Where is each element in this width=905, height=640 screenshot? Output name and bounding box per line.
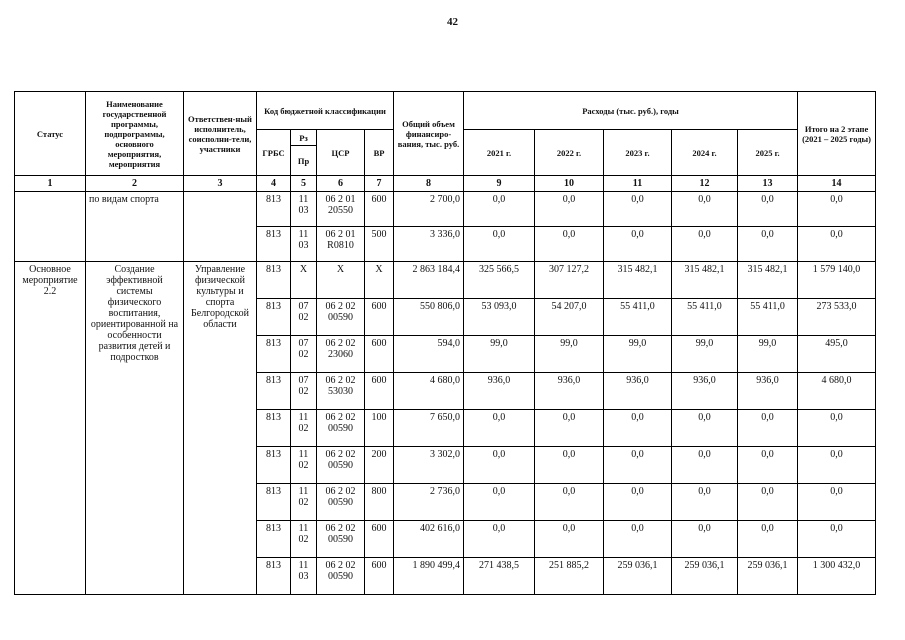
itogo-cell: 0,0 [798,521,876,558]
pr-value: 02 [298,386,309,397]
header-name: Наименование государственной программы, подпрограммы, основного мероприятия, мероприятия [86,92,184,176]
pr-value: 02 [298,497,309,508]
rz-value: 11 [298,449,309,460]
csr-value-2: 20550 [328,205,353,216]
year-value-cell: 259 036,1 [738,558,798,595]
csr-cell [317,484,365,521]
year-value-cell: 53 093,0 [464,299,535,336]
csr-cell [317,521,365,558]
total-cell: 2 736,0 [394,484,464,521]
grbs-cell: 813 [257,373,291,410]
col-number: 8 [394,176,464,192]
col-number: 1 [15,176,86,192]
pr-value: 02 [298,312,309,323]
total-cell: 402 616,0 [394,521,464,558]
year-value-cell: 0,0 [464,192,535,227]
year-value-cell: 0,0 [672,521,738,558]
year-value-cell: 0,0 [672,192,738,227]
year-value-cell: 99,0 [672,336,738,373]
status-cell: Основное мероприятие 2.2 [15,262,86,595]
year-value-cell: 0,0 [464,227,535,262]
csr-value: 06 2 02 [325,486,356,497]
year-value-cell: 259 036,1 [672,558,738,595]
header-csr: ЦСР [317,130,365,176]
year-value-cell: 99,0 [535,336,604,373]
year-value-cell: 0,0 [604,447,672,484]
csr-cell [317,447,365,484]
itogo-cell: 0,0 [798,192,876,227]
rz-value: 07 [298,375,309,386]
rz-value: 11 [298,412,309,423]
vr-cell: 800 [365,484,394,521]
col-number: 6 [317,176,365,192]
year-value-cell: 271 438,5 [464,558,535,595]
header-grbs: ГРБС [257,130,291,176]
year-value-cell: 0,0 [738,227,798,262]
rz-pr-cell [291,410,317,447]
csr-value: 06 2 02 [325,449,356,460]
rz-value: 11 [298,486,309,497]
year-value-cell: 936,0 [535,373,604,410]
year-value-cell: 0,0 [535,447,604,484]
header-itogo: Итого на 2 этапе (2021 – 2025 годы) [798,92,876,176]
year-value-cell: 0,0 [535,484,604,521]
csr-value: 06 2 01 [325,229,356,240]
itogo-cell: 1 579 140,0 [798,262,876,299]
vr-cell: 500 [365,227,394,262]
itogo-cell: 495,0 [798,336,876,373]
status-cell [15,192,86,262]
year-value-cell: 0,0 [604,410,672,447]
year-value-cell: 0,0 [738,192,798,227]
rz-value: 11 [298,523,309,534]
grbs-cell: 813 [257,558,291,595]
header-responsible: Ответствен-ный исполнитель, соисполни-тели, участники [184,92,257,176]
rz-value: 11 [298,560,309,571]
header-vr: ВР [365,130,394,176]
rz-pr-cell [291,521,317,558]
csr-value: X [336,264,345,275]
rz-pr-cell [291,336,317,373]
year-value-cell: 0,0 [535,227,604,262]
column-number-row [15,176,876,192]
grbs-cell: 813 [257,447,291,484]
year-value-cell: 0,0 [672,227,738,262]
total-cell: 2 700,0 [394,192,464,227]
year-value-cell: 55 411,0 [672,299,738,336]
rz-pr-cell [291,262,317,299]
itogo-cell: 0,0 [798,447,876,484]
year-value-cell: 0,0 [738,484,798,521]
col-number: 13 [738,176,798,192]
year-value-cell: 0,0 [464,410,535,447]
year-value-cell: 259 036,1 [604,558,672,595]
year-value-cell: 0,0 [604,192,672,227]
name-cell: Создание эффективной системы физического воспитания, ориентированной на особенности развития детей и подростков [86,262,184,595]
vr-cell: 600 [365,336,394,373]
table-row [15,262,876,299]
grbs-cell: 813 [257,484,291,521]
year-value-cell: 0,0 [535,410,604,447]
itogo-cell: 0,0 [798,484,876,521]
year-value-cell: 936,0 [672,373,738,410]
csr-cell [317,558,365,595]
csr-value-2: 00590 [328,312,353,323]
year-value-cell: 0,0 [738,410,798,447]
table-row [15,192,876,227]
year-value-cell: 0,0 [464,484,535,521]
header-pr: Пр [291,146,317,176]
year-value-cell: 0,0 [738,521,798,558]
year-value-cell: 54 207,0 [535,299,604,336]
csr-cell [317,192,365,227]
rz-pr-cell [291,373,317,410]
year-value-cell: 0,0 [672,484,738,521]
year-value-cell: 0,0 [604,227,672,262]
year-value-cell: 251 885,2 [535,558,604,595]
rz-value: X [299,264,308,275]
total-cell: 2 863 184,4 [394,262,464,299]
rz-pr-cell [291,299,317,336]
csr-cell [317,227,365,262]
grbs-cell: 813 [257,262,291,299]
itogo-cell: 273 533,0 [798,299,876,336]
col-number: 9 [464,176,535,192]
grbs-cell: 813 [257,336,291,373]
csr-value: 06 2 02 [325,338,356,349]
total-cell: 4 680,0 [394,373,464,410]
total-cell: 3 336,0 [394,227,464,262]
csr-value-2: 53030 [328,386,353,397]
total-cell: 594,0 [394,336,464,373]
year-value-cell: 315 482,1 [738,262,798,299]
budget-table [14,91,876,595]
responsible-cell [184,192,257,262]
csr-value: 06 2 02 [325,301,356,312]
csr-cell [317,336,365,373]
header-status: Статус [15,92,86,176]
header-year: 2024 г. [672,130,738,176]
csr-cell [317,373,365,410]
year-value-cell: 0,0 [535,192,604,227]
pr-value: 02 [298,534,309,545]
pr-value: 03 [298,240,309,251]
rz-value: 11 [298,194,309,205]
year-value-cell: 325 566,5 [464,262,535,299]
year-value-cell: 936,0 [604,373,672,410]
pr-value: 02 [298,349,309,360]
vr-cell: 200 [365,447,394,484]
header-rz: Рз [291,130,317,146]
rz-pr-cell [291,447,317,484]
csr-value: 06 2 02 [325,560,356,571]
year-value-cell: 0,0 [672,410,738,447]
vr-cell: 600 [365,299,394,336]
vr-cell: X [365,262,394,299]
csr-value-2: 00590 [328,497,353,508]
col-number: 7 [365,176,394,192]
vr-cell: 600 [365,373,394,410]
rz-value: 07 [298,301,309,312]
total-cell: 7 650,0 [394,410,464,447]
year-value-cell: 0,0 [672,447,738,484]
header-year: 2023 г. [604,130,672,176]
grbs-cell: 813 [257,521,291,558]
page-number: 42 [447,16,458,28]
year-value-cell: 0,0 [464,447,535,484]
year-value-cell: 55 411,0 [738,299,798,336]
header-year: 2022 г. [535,130,604,176]
year-value-cell: 99,0 [738,336,798,373]
name-cell: по видам спорта [86,192,184,262]
year-value-cell: 0,0 [604,484,672,521]
csr-value: 06 2 02 [325,375,356,386]
rz-pr-cell [291,192,317,227]
total-cell: 550 806,0 [394,299,464,336]
rz-pr-cell [291,558,317,595]
year-value-cell: 55 411,0 [604,299,672,336]
vr-cell: 600 [365,558,394,595]
csr-value-2: 00590 [328,534,353,545]
year-value-cell: 0,0 [464,521,535,558]
grbs-cell: 813 [257,227,291,262]
rz-pr-cell [291,227,317,262]
csr-value-2: R0810 [327,240,354,251]
header-expenses: Расходы (тыс. руб.), годы [464,92,798,130]
csr-value: 06 2 01 [325,194,356,205]
csr-value-2: 00590 [328,571,353,582]
year-value-cell: 0,0 [535,521,604,558]
rz-pr-cell [291,484,317,521]
itogo-cell: 0,0 [798,410,876,447]
year-value-cell: 307 127,2 [535,262,604,299]
csr-value-2: 23060 [328,349,353,360]
csr-value-2: 00590 [328,423,353,434]
csr-value: 06 2 02 [325,523,356,534]
vr-cell: 600 [365,192,394,227]
csr-cell [317,299,365,336]
total-cell: 3 302,0 [394,447,464,484]
pr-value: 02 [298,423,309,434]
pr-value: 03 [298,205,309,216]
col-number: 4 [257,176,291,192]
col-number: 12 [672,176,738,192]
vr-cell: 600 [365,521,394,558]
vr-cell: 100 [365,410,394,447]
rz-value: 11 [298,229,309,240]
itogo-cell: 0,0 [798,227,876,262]
responsible-cell: Управление физической культуры и спорта Белгородской области [184,262,257,595]
itogo-cell: 4 680,0 [798,373,876,410]
total-cell: 1 890 499,4 [394,558,464,595]
grbs-cell: 813 [257,410,291,447]
col-number: 10 [535,176,604,192]
pr-value: 02 [298,460,309,471]
csr-cell [317,262,365,299]
year-value-cell: 0,0 [738,447,798,484]
csr-value: 06 2 02 [325,412,356,423]
grbs-cell: 813 [257,299,291,336]
year-value-cell: 936,0 [738,373,798,410]
header-total-volume: Общий объем финансиро-вания, тыс. руб. [394,92,464,176]
year-value-cell: 99,0 [464,336,535,373]
col-number: 3 [184,176,257,192]
pr-value: 03 [298,571,309,582]
year-value-cell: 315 482,1 [672,262,738,299]
rz-value: 07 [298,338,309,349]
itogo-cell: 1 300 432,0 [798,558,876,595]
header-year: 2021 г. [464,130,535,176]
year-value-cell: 99,0 [604,336,672,373]
header-year: 2025 г. [738,130,798,176]
col-number: 14 [798,176,876,192]
grbs-cell: 813 [257,192,291,227]
col-number: 2 [86,176,184,192]
col-number: 5 [291,176,317,192]
header-budget-code: Код бюджетной классификации [257,92,394,130]
year-value-cell: 0,0 [604,521,672,558]
csr-value-2: 00590 [328,460,353,471]
year-value-cell: 936,0 [464,373,535,410]
year-value-cell: 315 482,1 [604,262,672,299]
col-number: 11 [604,176,672,192]
csr-cell [317,410,365,447]
